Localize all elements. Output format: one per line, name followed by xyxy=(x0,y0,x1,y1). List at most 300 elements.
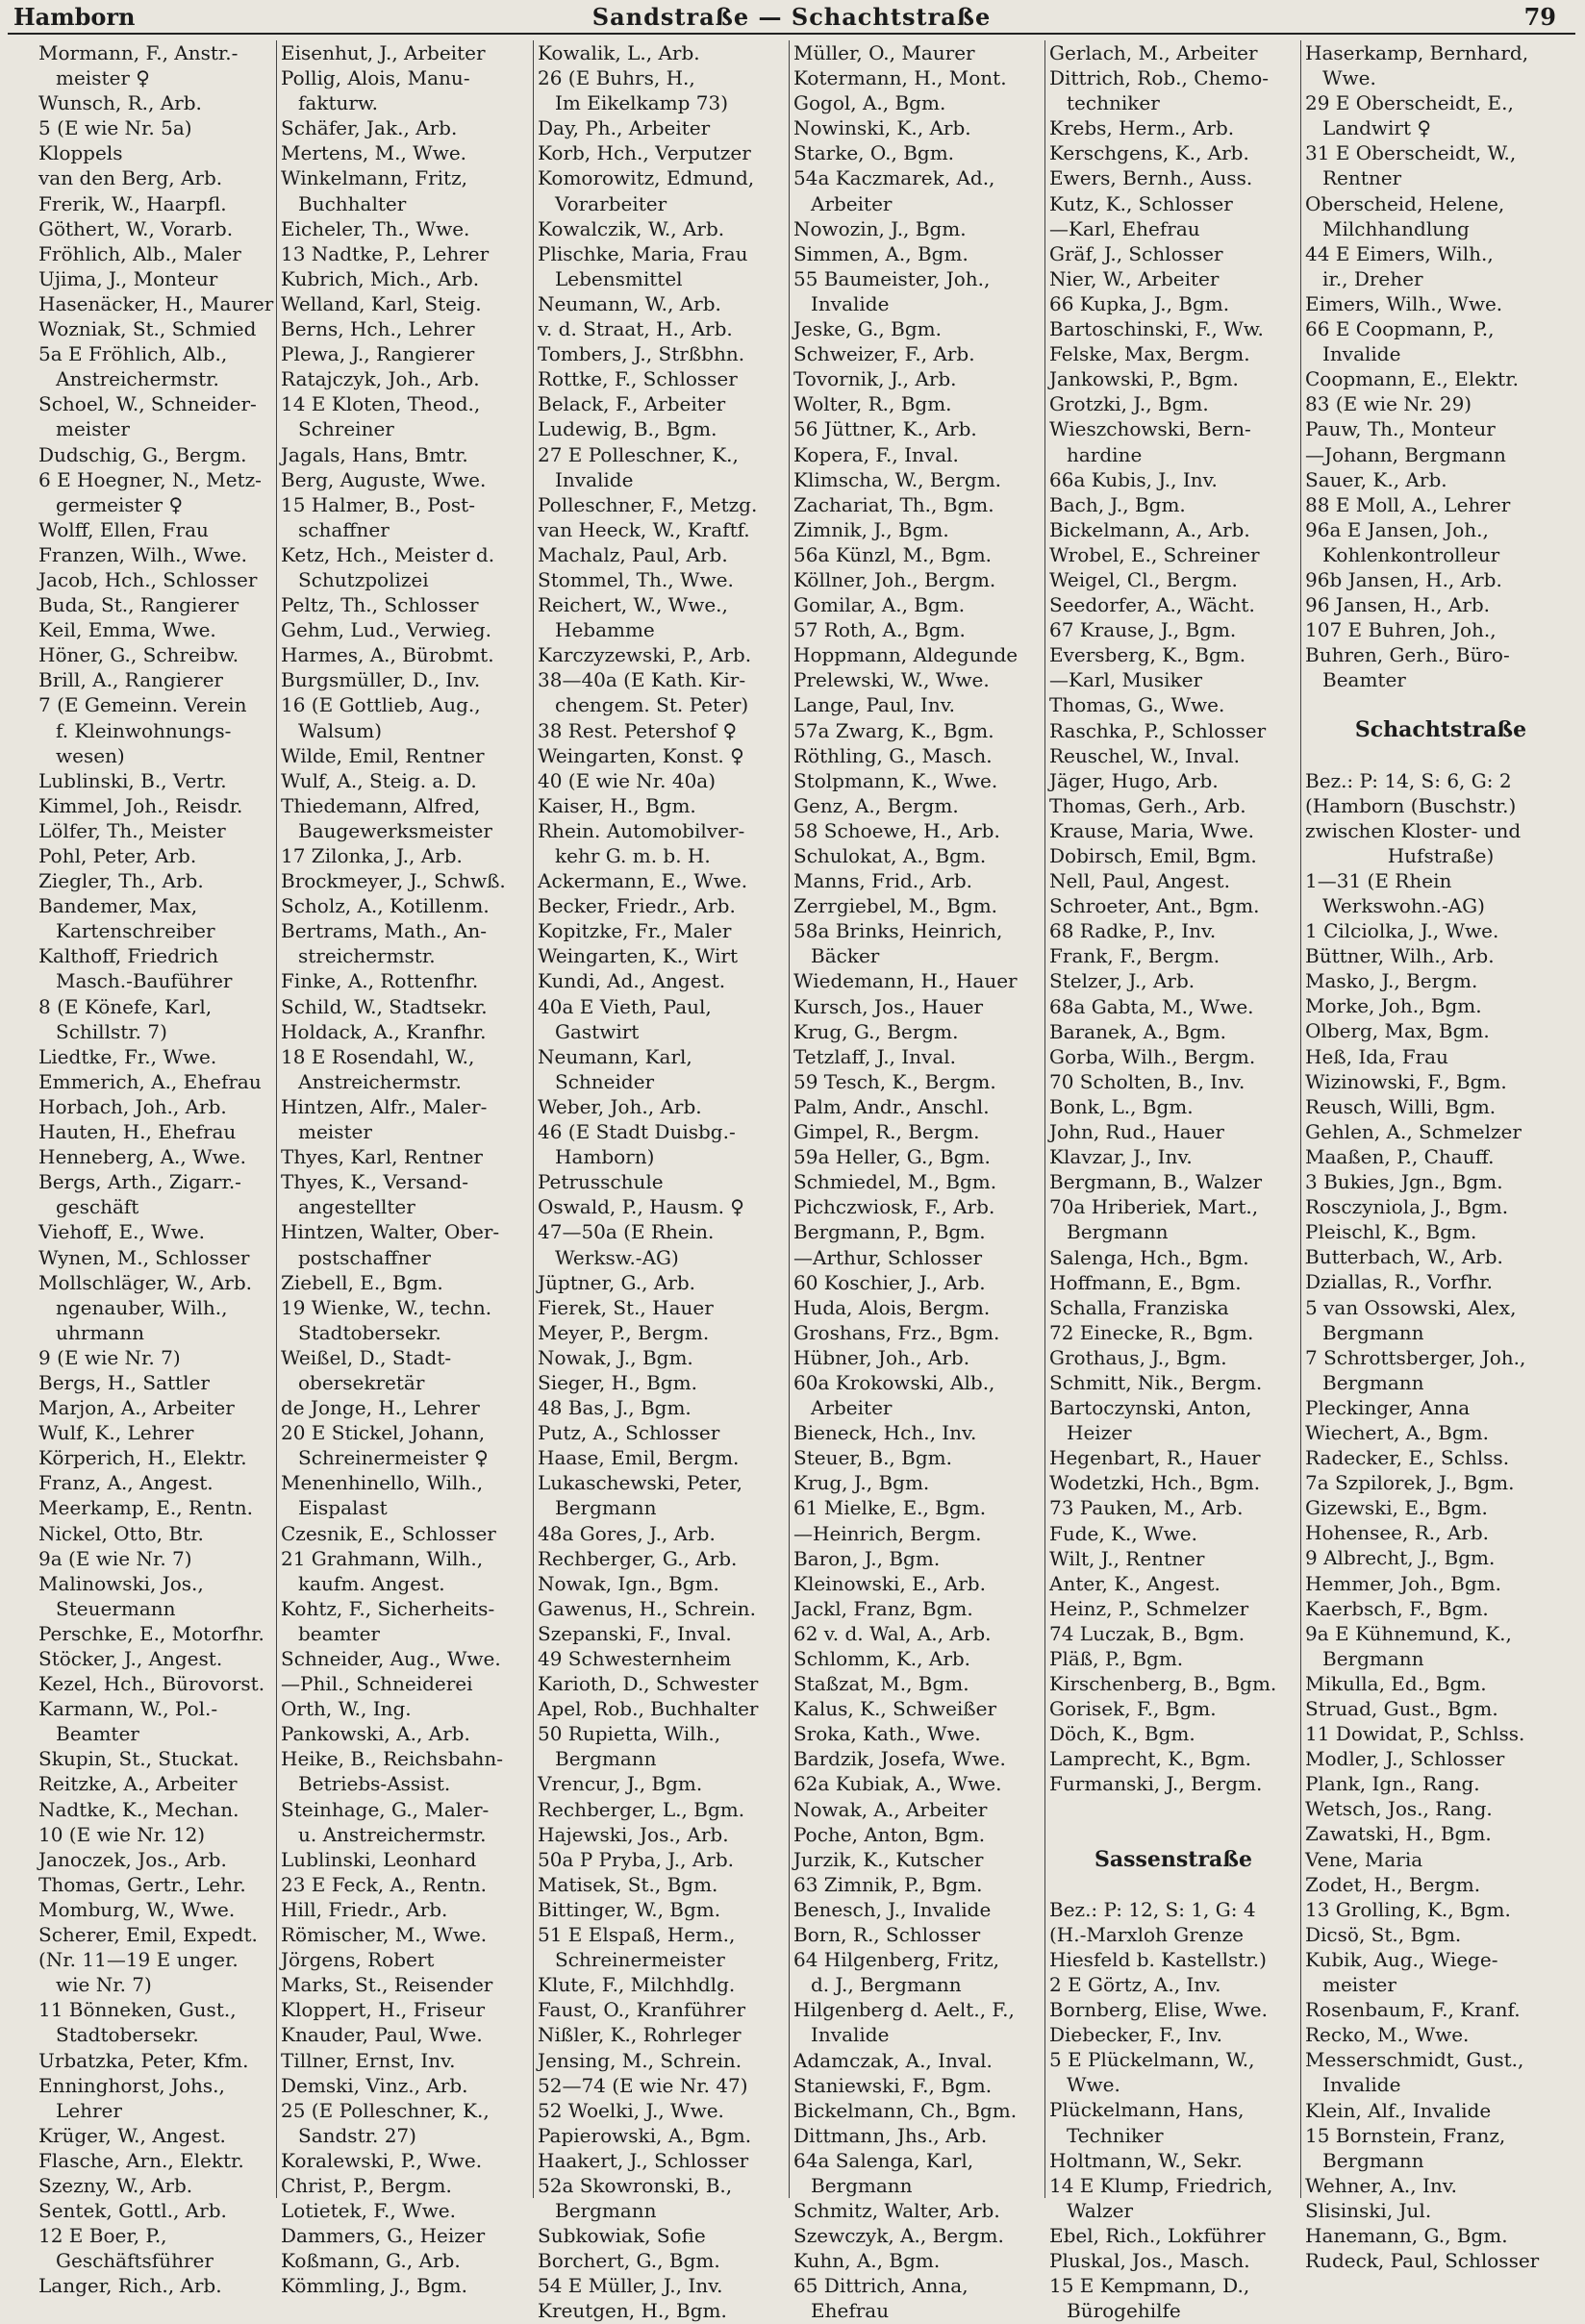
entry-line: Hiesfeld b. Kastellstr.) xyxy=(1049,1947,1267,1971)
entry-line: (Nr. 11—19 E unger. xyxy=(38,1948,239,1972)
entry-line: Scholz, A., Kotillenm. xyxy=(281,894,490,918)
entry-continuation: Vorarbeiter xyxy=(555,191,667,215)
entry-line: Manns, Frid., Arb. xyxy=(793,869,973,893)
entry-line: 52—74 (E wie Nr. 47) xyxy=(538,2073,748,2097)
entry-line: Jüptner, G., Arb. xyxy=(538,1270,696,1294)
entry-line: 6 E Hoegner, N., Metz- xyxy=(38,467,262,491)
entry-line: Struad, Gust., Bgm. xyxy=(1305,1697,1498,1720)
entry-line: Genz, A., Bergm. xyxy=(793,793,959,817)
entry-continuation: Invalide xyxy=(1322,342,1401,366)
entry-line: 58 Schoewe, H., Arb. xyxy=(793,818,1000,842)
entry-line: Wieszchowski, Bern- xyxy=(1049,417,1251,441)
entry-line: 20 E Stickel, Johann, xyxy=(281,1421,486,1445)
entry-line: Weingarten, K., Wirt xyxy=(538,944,739,968)
entry-line: Röthling, G., Masch. xyxy=(793,743,993,767)
entry-line: Staßzat, M., Bgm. xyxy=(793,1672,969,1696)
entry-line: Wiechert, A., Bgm. xyxy=(1305,1420,1490,1444)
entry-line: Wizinowski, F., Bgm. xyxy=(1305,1069,1507,1093)
entry-line: Hill, Friedr., Arb. xyxy=(281,1897,448,1921)
entry-line: Komorowitz, Edmund, xyxy=(538,166,755,190)
entry-line: Weißel, D., Stadt- xyxy=(281,1345,452,1369)
entry-line: Kubrich, Mich., Arb. xyxy=(281,266,480,290)
entry-line: Karioth, D., Schwester xyxy=(538,1672,759,1696)
entry-line: Baron, J., Bgm. xyxy=(793,1546,941,1570)
entry-line: 96 Jansen, H., Arb. xyxy=(1305,593,1491,617)
entry-continuation: geschäft xyxy=(56,1195,139,1219)
entry-continuation: Kartenschreiber xyxy=(56,919,215,943)
entry-line: (Hamborn (Buschstr.) xyxy=(1305,793,1517,817)
entry-line: Hanemann, G., Bgm. xyxy=(1305,2223,1508,2247)
entry-line: Hemmer, Joh., Bgm. xyxy=(1305,1571,1501,1595)
entry-continuation: Invalide xyxy=(555,467,634,491)
entry-line: Kuhn, A., Bgm. xyxy=(793,2249,941,2273)
entry-line: Reuschel, W., Inval. xyxy=(1049,743,1240,767)
entry-line: Hauten, H., Ehefrau xyxy=(38,1120,237,1144)
entry-line: Eicheler, Th., Wwe. xyxy=(281,216,470,240)
entry-continuation: Schneider xyxy=(555,1069,655,1093)
entry-line: Bickelmann, Ch., Bgm. xyxy=(793,2098,1018,2122)
entry-continuation: Schutzpolizei xyxy=(298,567,429,591)
entry-line: —Phil., Schneiderei xyxy=(281,1672,473,1696)
entry-continuation: obersekretär xyxy=(298,1370,425,1394)
entry-line: Mikulla, Ed., Bgm. xyxy=(1305,1671,1487,1695)
entry-line: Kaiser, H., Bgm. xyxy=(538,793,696,817)
entry-continuation: Walsum) xyxy=(298,718,383,742)
entry-line: 16 (E Gottlieb, Aug., xyxy=(281,693,481,717)
entry-line: Haakert, J., Schlosser xyxy=(538,2148,749,2172)
entry-line: Hintzen, Alfr., Maler- xyxy=(281,1094,488,1118)
entry-line: Kezel, Hch., Bürovorst. xyxy=(38,1672,265,1696)
entry-line: 52a Skowronski, B., xyxy=(538,2173,733,2197)
entry-continuation: Ehefrau xyxy=(811,2299,890,2323)
entry-line: Morke, Joh., Bgm. xyxy=(1305,994,1482,1018)
entry-line: Frerik, W., Haarpfl. xyxy=(38,191,227,215)
entry-continuation: meister ♀ xyxy=(56,66,150,90)
entry-continuation: Invalide xyxy=(1322,2073,1401,2097)
entry-line: Holtmann, W., Sekr. xyxy=(1049,2148,1243,2172)
entry-line: Masko, J., Bergm. xyxy=(1305,969,1478,993)
entry-line: 14 E Kloten, Theod., xyxy=(281,392,481,416)
entry-line: 1 Cilciolka, J., Wwe. xyxy=(1305,919,1499,943)
entry-line: Mollschläger, W., Arb. xyxy=(38,1270,252,1294)
entry-line: Nier, W., Arbeiter xyxy=(1049,266,1220,290)
entry-line: 47—50a (E Rhein. xyxy=(538,1220,715,1244)
entry-line: Wulf, K., Lehrer xyxy=(38,1421,194,1445)
entry-line: Tillner, Ernst, Inv. xyxy=(281,2048,456,2072)
entry-line: 15 Halmer, B., Post- xyxy=(281,492,475,516)
entry-line: Kotermann, H., Mont. xyxy=(793,66,1007,90)
entry-line: Butterbach, W., Arb. xyxy=(1305,1245,1503,1269)
entry-line: Steinhage, G., Maler- xyxy=(281,1797,490,1821)
entry-line: Kowalik, L., Arb. xyxy=(538,41,700,64)
entry-continuation: Bergmann xyxy=(1322,1646,1424,1670)
entry-continuation: Schillstr. 7) xyxy=(56,1019,167,1043)
entry-line: Meerkamp, E., Rentn. xyxy=(38,1496,253,1520)
entry-line: Wilt, J., Rentner xyxy=(1049,1546,1205,1570)
entry-line: Bez.: P: 14, S: 6, G: 2 xyxy=(1305,768,1512,792)
entry-line: Orth, W., Ing. xyxy=(281,1697,412,1721)
entry-line: Pollig, Alois, Manu- xyxy=(281,66,470,90)
entry-line: Klute, F., Milchhdlg. xyxy=(538,1973,736,1997)
entry-line: Nowak, Ign., Bgm. xyxy=(538,1571,719,1595)
entry-line: 54 E Müller, J., Inv. xyxy=(538,2274,723,2298)
entry-line: Marjon, A., Arbeiter xyxy=(38,1396,235,1420)
entry-line: Finke, A., Rottenfhr. xyxy=(281,969,479,993)
entry-continuation: Anstreichermstr. xyxy=(56,367,219,391)
entry-line: Klavzar, J., Inv. xyxy=(1049,1145,1193,1169)
entry-line: Neumann, Karl, xyxy=(538,1044,692,1068)
entry-line: 49 Schwesternheim xyxy=(538,1647,732,1670)
entry-line: Becker, Friedr., Arb. xyxy=(538,894,736,918)
entry-continuation: Bäcker xyxy=(811,944,880,968)
directory-column-1 xyxy=(38,40,287,2298)
entry-line: Eversberg, K., Bgm. xyxy=(1049,643,1246,667)
entry-continuation: Betriebs-Assist. xyxy=(298,1772,451,1796)
entry-line: Bergmann, P., Bgm. xyxy=(793,1220,986,1244)
entry-line: Eisenhut, J., Arbeiter xyxy=(281,41,486,64)
entry-line: Pohl, Peter, Arb. xyxy=(38,844,197,867)
entry-continuation: Bergmann xyxy=(811,2173,913,2197)
page-number: 79 xyxy=(1523,3,1556,31)
entry-line: Thyes, K., Versand- xyxy=(281,1170,468,1194)
entry-line: Weber, Joh., Arb. xyxy=(538,1094,702,1118)
entry-continuation: Heizer xyxy=(1067,1421,1132,1445)
entry-line: —Heinrich, Bergm. xyxy=(793,1521,982,1545)
entry-line: Kreutgen, H., Bgm. xyxy=(538,2299,727,2323)
entry-line: Buhren, Gerh., Büro- xyxy=(1305,643,1510,667)
entry-continuation: hardine xyxy=(1067,442,1143,466)
entry-line: Bandemer, Max, xyxy=(38,894,198,918)
entry-line: Pleischl, K., Bgm. xyxy=(1305,1220,1477,1244)
entry-line: 15 E Kempmann, D., xyxy=(1049,2274,1250,2298)
entry-line: Zachariat, Th., Bgm. xyxy=(793,492,994,516)
entry-line: Petrusschule xyxy=(538,1170,664,1194)
entry-continuation: Stadtobersekr. xyxy=(56,2023,199,2047)
entry-line: 55 Baumeister, Joh., xyxy=(793,266,991,290)
entry-line: 57a Zwarg, K., Bgm. xyxy=(793,718,994,742)
entry-continuation: techniker xyxy=(1067,91,1160,115)
entry-line: Prelewski, W., Wwe. xyxy=(793,668,990,692)
entry-line: Janoczek, Jos., Arb. xyxy=(38,1847,227,1871)
entry-line: Zimnik, J., Bgm. xyxy=(793,517,949,541)
entry-line: Buda, St., Rangierer xyxy=(38,593,239,617)
entry-line: Born, R., Schlosser xyxy=(793,1923,981,1947)
entry-line: Starke, O., Bgm. xyxy=(793,141,955,165)
entry-line: Furmanski, J., Bergm. xyxy=(1049,1772,1263,1796)
entry-line: Borchert, G., Bgm. xyxy=(538,2249,720,2273)
entry-line: Flasche, Arn., Elektr. xyxy=(38,2148,244,2172)
entry-line: 96a E Jansen, Joh., xyxy=(1305,517,1489,541)
entry-line: Jeske, G., Bgm. xyxy=(793,317,942,341)
entry-line: 64 Hilgenberg, Fritz, xyxy=(793,1948,1000,1972)
entry-line: Slisinski, Jul. xyxy=(1305,2198,1432,2222)
entry-line: Lublinski, Leonhard xyxy=(281,1847,477,1871)
entry-line: Felske, Max, Bergm. xyxy=(1049,342,1250,366)
entry-line: Schäfer, Jak., Arb. xyxy=(281,116,458,140)
entry-line: Brockmeyer, J., Schwß. xyxy=(281,869,506,893)
entry-line: Wodetzki, Hch., Bgm. xyxy=(1049,1471,1261,1495)
entry-line: Wilde, Emil, Rentner xyxy=(281,743,485,767)
entry-line: Schmitt, Nik., Bergm. xyxy=(1049,1370,1263,1394)
entry-continuation: fakturw. xyxy=(298,91,379,115)
entry-line: Wynen, M., Schlosser xyxy=(38,1245,250,1269)
entry-continuation: Kohlenkontrolleur xyxy=(1322,542,1500,566)
entry-line: Vrencur, J., Bgm. xyxy=(538,1772,703,1796)
entry-continuation: ir., Dreher xyxy=(1322,266,1423,290)
entry-line: Gimpel, R., Bergm. xyxy=(793,1120,980,1144)
entry-line: 62a Kubiak, A., Wwe. xyxy=(793,1772,1002,1796)
entry-line: 38 Rest. Petershof ♀ xyxy=(538,718,738,742)
entry-line: Wozniak, St., Schmied xyxy=(38,317,257,341)
entry-line: 70a Hriberiek, Mart., xyxy=(1049,1195,1259,1219)
entry-line: Fude, K., Wwe. xyxy=(1049,1521,1197,1545)
entry-line: 59a Heller, G., Bgm. xyxy=(793,1145,991,1169)
entry-continuation: Steuermann xyxy=(56,1596,176,1620)
entry-line: Christ, P., Bergm. xyxy=(281,2173,452,2197)
spacer xyxy=(1049,1872,1297,1897)
entry-line: 51 E Elspaß, Herm., xyxy=(538,1923,736,1947)
entry-line: Menenhinello, Wilh., xyxy=(281,1471,484,1495)
entry-line: Stommel, Th., Wwe. xyxy=(538,567,734,591)
entry-line: Steuer, B., Bgm. xyxy=(793,1446,952,1470)
entry-continuation: Geschäftsführer xyxy=(56,2249,214,2273)
entry-line: Tombers, J., Strßbhn. xyxy=(538,342,745,366)
entry-line: Mertens, M., Wwe. xyxy=(281,141,467,165)
entry-line: Thiedemann, Alfred, xyxy=(281,793,481,817)
entry-line: Franzen, Wilh., Wwe. xyxy=(38,542,248,566)
entry-line: Liedtke, Fr., Wwe. xyxy=(38,1044,217,1068)
entry-line: 62 v. d. Wal, A., Arb. xyxy=(793,1621,992,1645)
entry-line: Höner, G., Schreibw. xyxy=(38,643,239,667)
entry-line: Nadtke, K., Mechan. xyxy=(38,1797,239,1821)
entry-line: 107 E Buhren, Joh., xyxy=(1305,618,1497,642)
entry-continuation: Bergmann xyxy=(555,1747,657,1771)
spacer xyxy=(1049,1797,1297,1822)
entry-line: Bickelmann, A., Arb. xyxy=(1049,517,1250,541)
entry-line: Belack, F., Arbeiter xyxy=(538,392,726,416)
entry-line: Demski, Vinz., Arb. xyxy=(281,2073,468,2097)
spacer xyxy=(1305,692,1576,717)
entry-line: Schulokat, A., Bgm. xyxy=(793,844,987,867)
entry-line: Schweizer, F., Arb. xyxy=(793,342,975,366)
entry-line: Kubik, Aug., Wiege- xyxy=(1305,1947,1498,1971)
entry-line: 9a (E wie Nr. 7) xyxy=(38,1546,192,1570)
entry-line: Jacob, Hch., Schlosser xyxy=(38,567,258,591)
entry-line: Kutz, K., Schlosser xyxy=(1049,191,1233,215)
entry-line: Dobirsch, Emil, Bgm. xyxy=(1049,844,1257,867)
entry-line: Knauder, Paul, Wwe. xyxy=(281,2023,483,2047)
entry-line: Ziegler, Th., Arb. xyxy=(38,869,204,893)
entry-line: Klein, Alf., Invalide xyxy=(1305,2098,1492,2122)
directory-column-3 xyxy=(533,40,786,2323)
entry-line: Maaßen, P., Chauff. xyxy=(1305,1144,1495,1168)
entry-line: 65 Dittrich, Anna, xyxy=(793,2274,969,2298)
entry-line: 7a Szpilorek, J., Bgm. xyxy=(1305,1471,1515,1495)
entry-line: Grotzki, J., Bgm. xyxy=(1049,392,1209,416)
entry-continuation: Werkswohn.-AG) xyxy=(1322,894,1485,917)
entry-continuation: meister xyxy=(1322,1973,1396,1997)
spacer xyxy=(1049,1822,1297,1847)
entry-line: 74 Luczak, B., Bgm. xyxy=(1049,1621,1245,1645)
entry-line: Nell, Paul, Angest. xyxy=(1049,869,1230,893)
entry-line: Stolpmann, K., Wwe. xyxy=(793,768,998,792)
entry-line: Hegenbart, R., Hauer xyxy=(1049,1446,1261,1470)
entry-line: Groshans, Frz., Bgm. xyxy=(793,1320,1000,1344)
entry-line: Müller, O., Maurer xyxy=(793,41,975,64)
entry-line: Langer, Rich., Arb. xyxy=(38,2274,222,2298)
entry-line: Bertrams, Math., An- xyxy=(281,919,488,943)
entry-line: Szezny, W., Arb. xyxy=(38,2173,193,2197)
entry-line: Meyer, P., Bergm. xyxy=(538,1320,710,1344)
entry-line: 17 Zilonka, J., Arb. xyxy=(281,844,463,867)
entry-line: Pläß, P., Bgm. xyxy=(1049,1647,1184,1670)
entry-line: Heinz, P., Schmelzer xyxy=(1049,1596,1249,1620)
entry-line: Korb, Hch., Verputzer xyxy=(538,141,751,165)
entry-continuation: Arbeiter xyxy=(811,1396,893,1420)
entry-line: 2 E Görtz, A., Inv. xyxy=(1049,1972,1221,1996)
entry-line: Apel, Rob., Buchhalter xyxy=(538,1697,759,1721)
entry-line: Pauw, Th., Monteur xyxy=(1305,417,1496,441)
entry-line: Thomas, G., Wwe. xyxy=(1049,693,1225,717)
entry-line: Koßmann, G., Arb. xyxy=(281,2249,461,2273)
entry-line: Jäger, Hugo, Arb. xyxy=(1049,768,1219,792)
entry-line: Keil, Emma, Wwe. xyxy=(38,618,216,642)
entry-line: Hajewski, Jos., Arb. xyxy=(538,1822,729,1846)
spacer xyxy=(1305,743,1576,768)
entry-line: Nowak, A., Arbeiter xyxy=(793,1797,988,1821)
entry-line: Reusch, Willi, Bgm. xyxy=(1305,1094,1497,1118)
entry-line: Szepanski, F., Inval. xyxy=(538,1621,732,1645)
entry-line: 18 E Rosendahl, W., xyxy=(281,1044,475,1068)
entry-continuation: uhrmann xyxy=(56,1320,144,1344)
entry-continuation: u. Anstreichermstr. xyxy=(298,1822,487,1846)
entry-line: 68 Radke, P., Inv. xyxy=(1049,919,1217,943)
entry-line: Kaerbsch, F., Bgm. xyxy=(1305,1596,1489,1620)
entry-continuation: beamter xyxy=(298,1621,380,1645)
entry-continuation: Bergmann xyxy=(1322,2148,1424,2172)
entry-line: Jankowski, P., Bgm. xyxy=(1049,367,1239,391)
entry-line: Marks, St., Reisender xyxy=(281,1973,493,1997)
entry-line: Karmann, W., Pol.- xyxy=(38,1697,218,1721)
entry-line: Momburg, W., Wwe. xyxy=(38,1897,236,1921)
entry-line: Weigel, Cl., Bergm. xyxy=(1049,567,1238,591)
entry-line: 13 Nadtke, P., Lehrer xyxy=(281,241,490,265)
entry-line: Kleinowski, E., Arb. xyxy=(793,1571,986,1595)
header-city: Hamborn xyxy=(13,3,136,31)
entry-line: Baranek, A., Bgm. xyxy=(1049,1019,1226,1043)
entry-continuation: wie Nr. 7) xyxy=(56,1973,152,1997)
entry-line: 40a E Vieth, Paul, xyxy=(538,994,712,1018)
entry-line: Hilgenberg d. Aelt., F., xyxy=(793,1998,1015,2022)
entry-line: 66 E Coopmann, P., xyxy=(1305,317,1495,341)
entry-line: 31 E Oberscheidt, W., xyxy=(1305,141,1517,165)
entry-line: Dziallas, R., Vorfhr. xyxy=(1305,1270,1493,1294)
entry-line: Peltz, Th., Schlosser xyxy=(281,593,479,617)
entry-line: Sroka, Kath., Wwe. xyxy=(793,1722,981,1746)
entry-line: Lölfer, Th., Meister xyxy=(38,818,226,842)
entry-continuation: Bergmann xyxy=(1322,1370,1424,1394)
entry-line: Kalthoff, Friedrich xyxy=(38,944,218,968)
entry-line: Dudschig, G., Bergm. xyxy=(38,442,247,466)
entry-line: 46 (E Stadt Duisbg.- xyxy=(538,1120,736,1144)
entry-continuation: postschaffner xyxy=(298,1245,431,1269)
entry-line: 64a Salenga, Karl, xyxy=(793,2148,974,2172)
entry-line: Gogol, A., Bgm. xyxy=(793,91,946,115)
entry-continuation: streichermstr. xyxy=(298,944,436,968)
entry-continuation: Bergmann xyxy=(1067,1220,1169,1244)
directory-columns xyxy=(38,40,1573,2323)
entry-line: 50 Rupietta, Wilh., xyxy=(538,1722,721,1746)
entry-line: Modler, J., Schlosser xyxy=(1305,1747,1505,1771)
entry-line: Tetzlaff, J., Inval. xyxy=(793,1044,957,1068)
entry-line: 96b Jansen, H., Arb. xyxy=(1305,567,1502,591)
entry-line: Oberscheid, Helene, xyxy=(1305,191,1505,215)
entry-line: Henneberg, A., Wwe. xyxy=(38,1145,246,1169)
entry-line: Dammers, G., Heizer xyxy=(281,2224,486,2248)
entry-line: Göthert, W., Vorarb. xyxy=(38,216,234,240)
entry-line: Rudeck, Paul, Schlosser xyxy=(1305,2249,1540,2273)
entry-line: zwischen Kloster- und xyxy=(1305,818,1522,842)
entry-line: Lotietek, F., Wwe. xyxy=(281,2199,457,2223)
entry-line: 56a Künzl, M., Bgm. xyxy=(793,542,993,566)
entry-line: 38—40a (E Kath. Kir- xyxy=(538,668,746,692)
entry-line: Fierek, St., Hauer xyxy=(538,1295,714,1319)
entry-line: Gräf, J., Schlosser xyxy=(1049,241,1223,265)
entry-line: Kloppert, H., Friseur xyxy=(281,1998,486,2022)
entry-line: Krüger, W., Angest. xyxy=(38,2123,226,2147)
entry-line: 14 E Klump, Friedrich, xyxy=(1049,2173,1273,2197)
entry-line: 59 Tesch, K., Bergm. xyxy=(793,1069,996,1093)
entry-line: Kursch, Jos., Hauer xyxy=(793,994,984,1018)
entry-line: Wehner, A., Inv. xyxy=(1305,2173,1458,2197)
entry-line: 26 (E Buhrs, H., xyxy=(538,66,695,90)
entry-line: Schoel, W., Schneider- xyxy=(38,392,257,416)
entry-line: Hufstraße) xyxy=(1387,843,1495,867)
entry-line: Neumann, W., Arb. xyxy=(538,291,721,315)
entry-continuation: Buchhalter xyxy=(298,191,407,215)
entry-line: Plückelmann, Hans, xyxy=(1049,2098,1245,2122)
entry-line: Wolff, Ellen, Frau xyxy=(38,517,209,541)
entry-line: Krebs, Herm., Arb. xyxy=(1049,116,1235,140)
entry-line: Kimmel, Joh., Reisdr. xyxy=(38,793,243,817)
entry-continuation: f. Kleinwohnungs- xyxy=(56,718,232,742)
entry-line: Schlomm, K., Arb. xyxy=(793,1647,971,1670)
entry-line: Koralewski, P., Wwe. xyxy=(281,2148,483,2172)
section-heading: Schachtstraße xyxy=(1354,717,1527,743)
entry-line: Holdack, A., Kranfhr. xyxy=(281,1019,487,1043)
entry-continuation: kaufm. Angest. xyxy=(298,1571,445,1595)
entry-line: Jörgens, Robert xyxy=(281,1948,435,1972)
entry-line: Berns, Hch., Lehrer xyxy=(281,317,475,341)
entry-line: 5 E Plückelmann, W., xyxy=(1049,2048,1255,2072)
entry-line: Reitzke, A., Arbeiter xyxy=(38,1772,238,1796)
entry-line: Dittmann, Jhs., Arb. xyxy=(793,2123,988,2147)
entry-continuation: d. J., Bergmann xyxy=(811,1973,962,1997)
entry-line: 25 (E Polleschner, K., xyxy=(281,2098,490,2122)
entry-continuation: Bergmann xyxy=(555,2199,657,2223)
entry-line: 8 (E Könefe, Karl, xyxy=(38,994,213,1018)
entry-line: 5 (E wie Nr. 5a) xyxy=(38,116,192,140)
entry-line: Bergmann, B., Walzer xyxy=(1049,1170,1263,1194)
entry-line: Ketz, Hch., Meister d. xyxy=(281,542,495,566)
entry-continuation: Arbeiter xyxy=(811,191,893,215)
entry-line: Körperich, H., Elektr. xyxy=(38,1446,247,1470)
entry-continuation: schaffner xyxy=(298,517,390,541)
entry-line: Heß, Ida, Frau xyxy=(1305,1044,1448,1068)
entry-line: Brill, A., Rangierer xyxy=(38,668,223,692)
entry-line: Bornberg, Elise, Wwe. xyxy=(1049,1998,1268,2022)
entry-line: Bergs, Arth., Zigarr.- xyxy=(38,1170,241,1194)
